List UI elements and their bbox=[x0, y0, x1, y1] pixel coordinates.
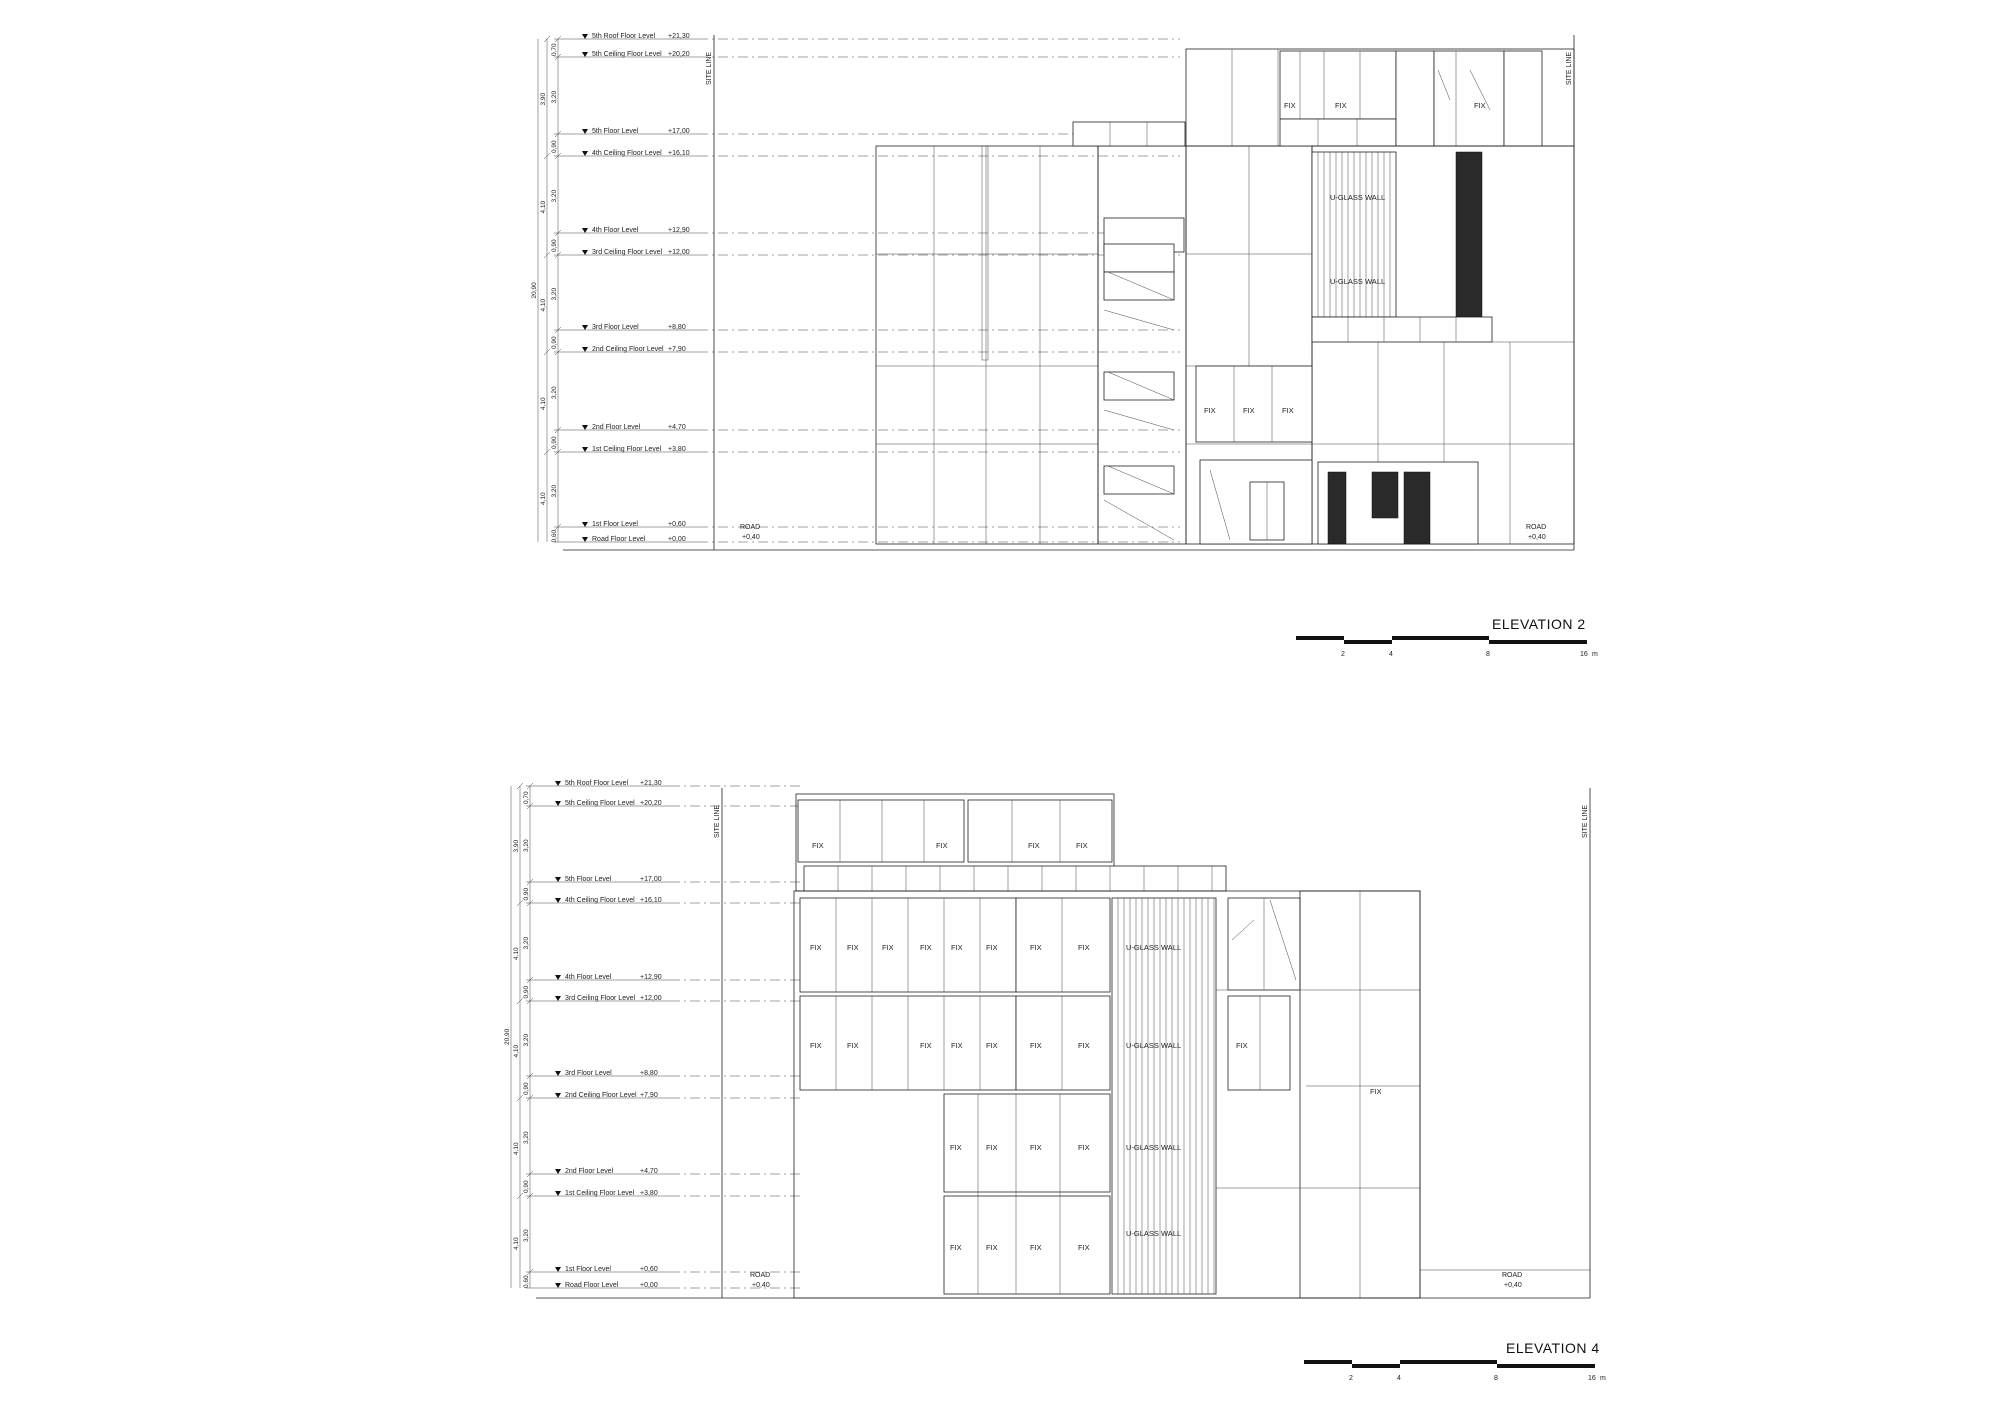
fix-label: FIX bbox=[1078, 1041, 1090, 1050]
fix-label: FIX bbox=[1282, 406, 1294, 415]
dimension-label: 4,10 bbox=[540, 492, 547, 505]
fix-label: FIX bbox=[986, 1243, 998, 1252]
level-value: +17,00 bbox=[668, 128, 690, 135]
level-marker bbox=[554, 150, 1180, 157]
level-name: 5th Roof Floor Level bbox=[565, 780, 629, 787]
dimension-label: 0,70 bbox=[551, 43, 558, 56]
level-name: 5th Roof Floor Level bbox=[592, 33, 656, 40]
scale-tick: 2 bbox=[1341, 651, 1345, 658]
level-marker bbox=[554, 324, 1180, 331]
level-value: +12,90 bbox=[640, 974, 662, 981]
dimension-total: 20,90 bbox=[531, 282, 538, 299]
dark-panel bbox=[1456, 152, 1482, 317]
elevation-4-title: ELEVATION 4 bbox=[1506, 1340, 1600, 1356]
dimension-label: 0,90 bbox=[523, 985, 530, 999]
road-left-label: ROAD bbox=[750, 1272, 771, 1279]
level-marker bbox=[526, 1168, 800, 1175]
fix-label: FIX bbox=[1078, 1243, 1090, 1252]
u-glass-wall-label: U-GLASS WALL bbox=[1126, 1229, 1182, 1238]
level-name: 2nd Floor Level bbox=[565, 1168, 614, 1175]
dimension-label: 0,90 bbox=[551, 336, 558, 349]
level-value: +8,80 bbox=[668, 324, 686, 331]
fix-label: FIX bbox=[1204, 406, 1216, 415]
fix-label: FIX bbox=[882, 943, 894, 952]
site-line-left-label: SITE LINE bbox=[714, 804, 721, 838]
dark-panel bbox=[1328, 472, 1346, 544]
level-marker bbox=[526, 995, 800, 1002]
level-name: 1st Floor Level bbox=[592, 521, 638, 528]
level-marker bbox=[526, 897, 800, 904]
level-value: +4,70 bbox=[668, 424, 686, 431]
fix-label: FIX bbox=[1335, 101, 1347, 110]
level-name: 5th Floor Level bbox=[565, 876, 612, 883]
scale-tick: 4 bbox=[1397, 1375, 1401, 1382]
level-value: +3,80 bbox=[668, 446, 686, 453]
fix-label: FIX bbox=[1236, 1041, 1248, 1050]
level-name: 4th Ceiling Floor Level bbox=[592, 150, 662, 157]
fifth-floor-windows bbox=[798, 800, 964, 862]
dimension-label: 3,20 bbox=[551, 90, 558, 104]
fix-label: FIX bbox=[1030, 943, 1042, 952]
fix-label: FIX bbox=[950, 1243, 962, 1252]
fix-label: FIX bbox=[986, 1143, 998, 1152]
facade-panel-left bbox=[876, 146, 1098, 544]
level-value: +3,80 bbox=[640, 1190, 658, 1197]
level-name: Road Floor Level bbox=[592, 536, 646, 543]
dimension-label: 3,20 bbox=[551, 386, 558, 399]
dimension-label: 4,10 bbox=[540, 298, 547, 312]
level-value: +0,60 bbox=[640, 1266, 658, 1273]
dimension-label: 4,10 bbox=[513, 1044, 520, 1058]
level-marker bbox=[554, 33, 1180, 40]
fix-label: FIX bbox=[920, 943, 932, 952]
road-right-label: ROAD bbox=[1526, 524, 1547, 531]
level-name: 1st Ceiling Floor Level bbox=[565, 1190, 635, 1197]
level-value: +12,00 bbox=[640, 995, 662, 1002]
level-value: +16,10 bbox=[640, 897, 662, 904]
level-value: +12,90 bbox=[668, 227, 690, 234]
dimension-label: 3,20 bbox=[523, 1229, 530, 1242]
dimension-label: 3,20 bbox=[551, 287, 558, 301]
level-name: 3rd Ceiling Floor Level bbox=[592, 249, 663, 256]
fix-label: FIX bbox=[1474, 101, 1486, 110]
u-glass-wall-label: U-GLASS WALL bbox=[1126, 1041, 1182, 1050]
level-value: +21,30 bbox=[640, 780, 662, 787]
fix-label: FIX bbox=[810, 943, 822, 952]
building-facade bbox=[794, 794, 1590, 1298]
level-marker bbox=[554, 51, 1180, 58]
dimension-label: 3,90 bbox=[540, 92, 547, 106]
fix-label: FIX bbox=[847, 1041, 859, 1050]
level-name: 2nd Ceiling Floor Level bbox=[565, 1092, 637, 1099]
dimension-label: 0,90 bbox=[523, 1082, 530, 1095]
site-line-left-label: SITE LINE bbox=[706, 51, 713, 85]
level-name: Road Floor Level bbox=[565, 1282, 619, 1289]
glass-band-3rd bbox=[1312, 317, 1492, 342]
dimension-label: 3,20 bbox=[551, 484, 558, 498]
fix-label: FIX bbox=[1076, 841, 1088, 850]
elevation-4 bbox=[504, 780, 1590, 1298]
level-value: +21,30 bbox=[668, 33, 690, 40]
level-marker bbox=[526, 1190, 800, 1197]
fix-label: FIX bbox=[986, 1041, 998, 1050]
level-name: 3rd Floor Level bbox=[592, 324, 639, 331]
level-value: +20,20 bbox=[640, 800, 662, 807]
dimension-label: 3,90 bbox=[513, 839, 520, 853]
dimension-label: 0,90 bbox=[523, 1180, 530, 1193]
fix-label: FIX bbox=[950, 1143, 962, 1152]
road-right-value: +0,40 bbox=[1504, 1282, 1522, 1289]
u-glass-wall-label: U-GLASS WALL bbox=[1330, 193, 1386, 202]
level-name: 3rd Ceiling Floor Level bbox=[565, 995, 636, 1002]
fix-label: FIX bbox=[986, 943, 998, 952]
level-value: +12,00 bbox=[668, 249, 690, 256]
level-value: +8,80 bbox=[640, 1070, 658, 1077]
level-marker bbox=[526, 800, 800, 807]
level-name: 3rd Floor Level bbox=[565, 1070, 612, 1077]
level-name: 4th Floor Level bbox=[592, 227, 639, 234]
level-marker bbox=[554, 346, 1180, 353]
dimension-label: 3,20 bbox=[551, 189, 558, 203]
scale-bar-2 bbox=[1296, 636, 1598, 658]
level-marker bbox=[554, 249, 1180, 256]
level-marker bbox=[554, 424, 1180, 431]
level-value: +0,00 bbox=[640, 1282, 658, 1289]
fix-label: FIX bbox=[1370, 1087, 1382, 1096]
level-name: 5th Floor Level bbox=[592, 128, 639, 135]
u-glass-wall-label: U-GLASS WALL bbox=[1330, 277, 1386, 286]
dimension-label: 0,60 bbox=[551, 529, 558, 543]
level-value: +0,60 bbox=[668, 521, 686, 528]
level-marker bbox=[526, 876, 800, 883]
dimension-label: 3,20 bbox=[523, 1131, 530, 1144]
level-value: +16,10 bbox=[668, 150, 690, 157]
u-glass-wall-label: U-GLASS WALL bbox=[1126, 1143, 1182, 1152]
fix-label: FIX bbox=[1078, 943, 1090, 952]
level-marker bbox=[526, 1070, 800, 1077]
dimension-label: 3,20 bbox=[523, 936, 530, 950]
glass-band-5th bbox=[804, 866, 1226, 891]
scale-tick: 4 bbox=[1389, 651, 1393, 658]
level-value: +17,00 bbox=[640, 876, 662, 883]
road-left-value: +0,40 bbox=[742, 534, 760, 541]
dimension-label: 0,90 bbox=[523, 887, 530, 901]
level-marker bbox=[526, 780, 800, 787]
fix-label: FIX bbox=[1030, 1041, 1042, 1050]
scale-tick: 16 bbox=[1588, 1375, 1596, 1382]
dimension-label: 4,10 bbox=[513, 947, 520, 960]
fix-label: FIX bbox=[1078, 1143, 1090, 1152]
dimension-label: 3,20 bbox=[523, 839, 530, 852]
dimension-label: 3,20 bbox=[523, 1033, 530, 1047]
road-right-value: +0,40 bbox=[1528, 534, 1546, 541]
second-floor-windows bbox=[1196, 366, 1312, 442]
fix-label: FIX bbox=[1243, 406, 1255, 415]
fix-label: FIX bbox=[812, 841, 824, 850]
dimension-label: 4,10 bbox=[513, 1237, 520, 1250]
level-marker bbox=[526, 974, 800, 981]
level-markers bbox=[526, 780, 800, 1289]
scale-unit: m bbox=[1592, 651, 1598, 658]
scale-tick: 2 bbox=[1349, 1375, 1353, 1382]
dimension-total: 20,90 bbox=[504, 1028, 511, 1045]
level-name: 1st Floor Level bbox=[565, 1266, 611, 1273]
dimension-chain bbox=[531, 36, 561, 543]
level-name: 2nd Floor Level bbox=[592, 424, 641, 431]
site-line-right-label: SITE LINE bbox=[1566, 51, 1573, 85]
dimension-label: 0,90 bbox=[551, 140, 558, 153]
level-name: 2nd Ceiling Floor Level bbox=[592, 346, 664, 353]
fix-label: FIX bbox=[936, 841, 948, 850]
scale-tick: 16 bbox=[1580, 651, 1588, 658]
road-right-label: ROAD bbox=[1502, 1272, 1523, 1279]
fix-label: FIX bbox=[951, 1041, 963, 1050]
dimension-label: 0,90 bbox=[551, 436, 558, 449]
level-value: +7,90 bbox=[668, 346, 686, 353]
elevation-2-title: ELEVATION 2 bbox=[1492, 616, 1586, 632]
fix-label: FIX bbox=[1030, 1143, 1042, 1152]
level-value: +0,00 bbox=[668, 536, 686, 543]
road-left-label: ROAD bbox=[740, 524, 761, 531]
level-value: +7,90 bbox=[640, 1092, 658, 1099]
scale-unit: m bbox=[1600, 1375, 1606, 1382]
road-left-value: +0,40 bbox=[752, 1282, 770, 1289]
dimension-label: 0,70 bbox=[523, 791, 530, 804]
glass-band-5th bbox=[1073, 122, 1185, 146]
dimension-label: 4,10 bbox=[540, 200, 547, 214]
fix-label: FIX bbox=[810, 1041, 822, 1050]
building-facade bbox=[876, 49, 1574, 544]
scale-tick: 8 bbox=[1494, 1375, 1498, 1382]
level-name: 4th Ceiling Floor Level bbox=[565, 897, 635, 904]
dimension-label: 4,10 bbox=[540, 397, 547, 410]
level-marker bbox=[554, 521, 1180, 528]
level-name: 5th Ceiling Floor Level bbox=[592, 51, 662, 58]
level-value: +20,20 bbox=[668, 51, 690, 58]
level-marker bbox=[526, 1092, 800, 1099]
fix-label: FIX bbox=[1030, 1243, 1042, 1252]
fix-label: FIX bbox=[951, 943, 963, 952]
level-marker bbox=[554, 536, 1180, 543]
fix-label: FIX bbox=[1284, 101, 1296, 110]
level-marker bbox=[554, 227, 1180, 234]
dimension-chain bbox=[504, 783, 533, 1288]
level-name: 4th Floor Level bbox=[565, 974, 612, 981]
elevation-2 bbox=[531, 33, 1574, 550]
fix-label: FIX bbox=[920, 1041, 932, 1050]
dimension-label: 0,60 bbox=[523, 1275, 530, 1288]
fix-label: FIX bbox=[847, 943, 859, 952]
dimension-label: 0,90 bbox=[551, 239, 558, 252]
scale-bar-4 bbox=[1304, 1360, 1606, 1382]
level-value: +4,70 bbox=[640, 1168, 658, 1175]
scale-tick: 8 bbox=[1486, 651, 1490, 658]
level-name: 5th Ceiling Floor Level bbox=[565, 800, 635, 807]
fix-label: FIX bbox=[1028, 841, 1040, 850]
dimension-label: 4,10 bbox=[513, 1142, 520, 1155]
level-marker bbox=[554, 446, 1180, 453]
site-line-right-label: SITE LINE bbox=[1582, 804, 1589, 838]
u-glass-wall-label: U-GLASS WALL bbox=[1126, 943, 1182, 952]
level-name: 1st Ceiling Floor Level bbox=[592, 446, 662, 453]
level-markers bbox=[554, 33, 1180, 543]
